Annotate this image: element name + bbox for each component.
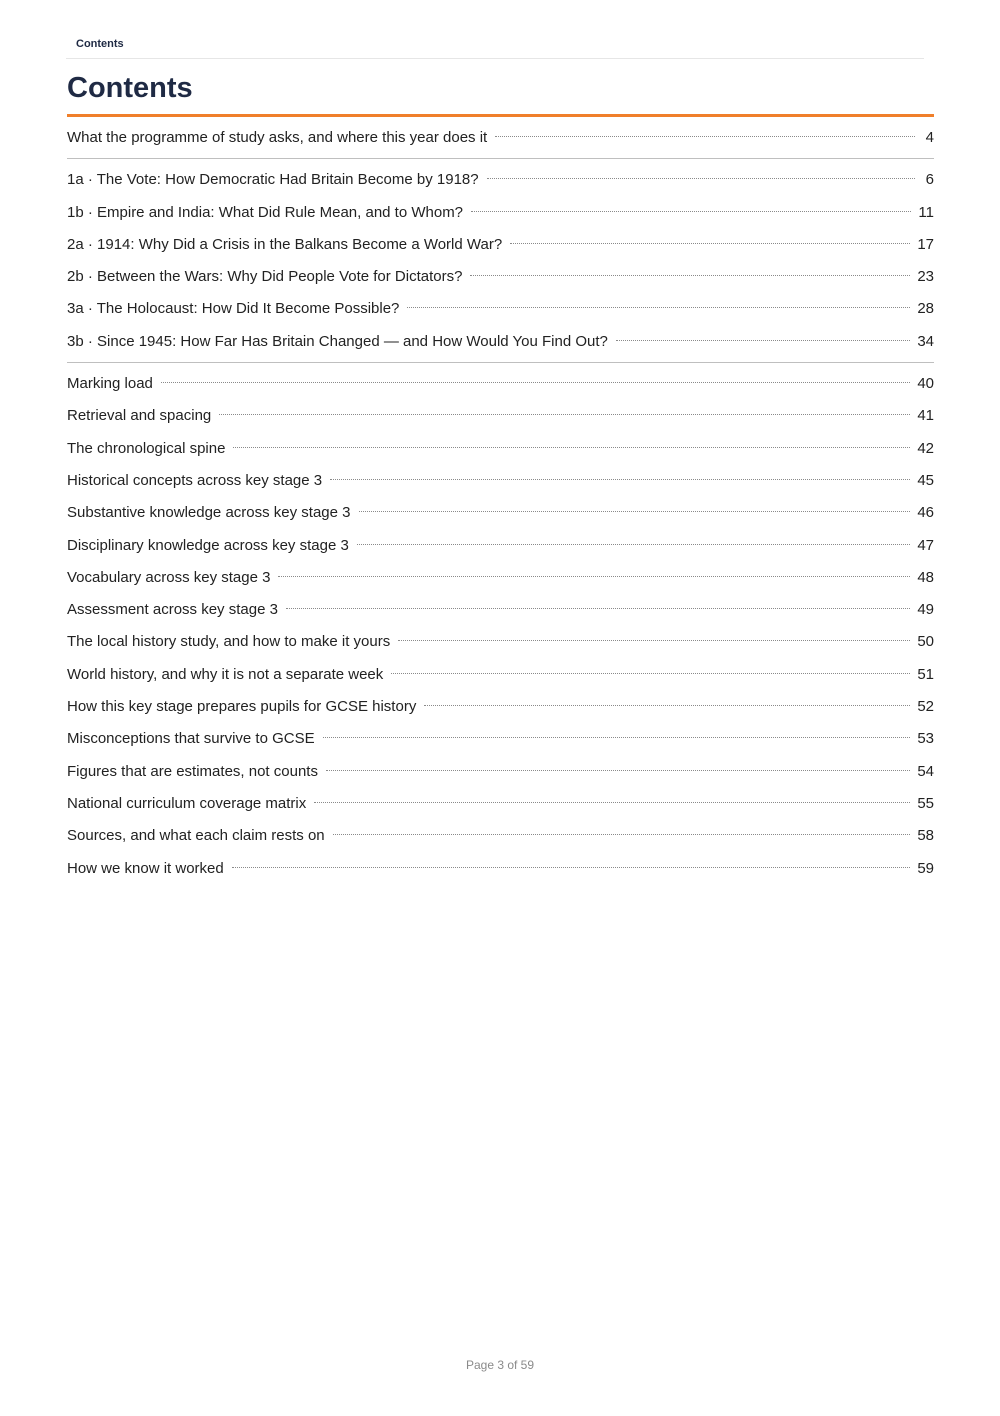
- toc-entry-page-number: 53: [917, 730, 934, 748]
- toc-entry-page-number: 59: [917, 859, 934, 877]
- dot-leader: [424, 705, 910, 706]
- toc-entry-page-number: 52: [917, 698, 934, 716]
- toc-entry[interactable]: [67, 853, 934, 885]
- toc-entry-page-number: 51: [917, 665, 934, 683]
- toc-entry[interactable]: [67, 626, 934, 658]
- toc-entry-page-number: 23: [917, 268, 934, 286]
- toc-entry-title: 3b · Since 1945: How Far Has Britain Changed — and How Would You Find Out?: [67, 332, 608, 350]
- dot-leader: [391, 673, 910, 674]
- toc-entry-title: The local history study, and how to make it yours: [67, 633, 391, 651]
- dot-leader: [495, 136, 915, 137]
- toc-entry-page-number: 50: [917, 633, 934, 651]
- toc-entry[interactable]: [67, 164, 934, 196]
- toc-entry[interactable]: [67, 788, 934, 820]
- toc-entry[interactable]: [67, 326, 934, 358]
- toc-entry-page-number: 54: [917, 762, 934, 780]
- toc-entry-title: 1b · Empire and India: What Did Rule Mean, and to Whom?: [67, 203, 464, 221]
- toc-entry-title: 3a · The Holocaust: How Did It Become Possible?: [67, 300, 400, 318]
- dot-leader: [278, 576, 910, 577]
- toc-entry[interactable]: [67, 261, 934, 293]
- toc-entry-page-number: 28: [917, 300, 934, 318]
- toc-entry-title: Retrieval and spacing: [67, 407, 212, 425]
- toc-entry-title: Disciplinary knowledge across key stage 3: [67, 536, 349, 554]
- toc-entry-title: 2b · Between the Wars: Why Did People Vote for Dictators?: [67, 268, 463, 286]
- toc-entry[interactable]: [67, 562, 934, 594]
- toc-entry-page-number: 17: [917, 235, 934, 253]
- toc-entry-title: Assessment across key stage 3: [67, 601, 278, 619]
- toc-entry[interactable]: [67, 433, 934, 465]
- dot-leader: [323, 737, 911, 738]
- dot-leader: [232, 867, 911, 868]
- dot-leader: [161, 382, 910, 383]
- toc-entry-title: How we know it worked: [67, 859, 224, 877]
- toc-entry-page-number: 49: [917, 601, 934, 619]
- toc-entry-page-number: 40: [917, 375, 934, 393]
- toc-group: [67, 159, 934, 363]
- running-head: Contents: [76, 38, 124, 50]
- toc-group: [67, 363, 934, 889]
- dot-leader: [330, 479, 910, 480]
- dot-leader: [357, 544, 911, 545]
- toc-entry[interactable]: [67, 594, 934, 626]
- toc-entry-page-number: 11: [918, 203, 934, 221]
- dot-leader: [510, 243, 910, 244]
- dot-leader: [314, 802, 910, 803]
- dot-leader: [471, 211, 911, 212]
- toc-entry[interactable]: [67, 229, 934, 261]
- dot-leader: [286, 608, 910, 609]
- toc-entry-title: What the programme of study asks, and where this year does it: [67, 129, 488, 146]
- toc-entry[interactable]: [67, 756, 934, 788]
- dot-leader: [470, 275, 910, 276]
- toc-entry-title: The chronological spine: [67, 439, 226, 457]
- dot-leader: [233, 447, 910, 448]
- page-title: Contents: [67, 72, 193, 104]
- toc-entry-title: Vocabulary across key stage 3: [67, 568, 271, 586]
- toc-entry[interactable]: [67, 368, 934, 400]
- toc-group: [67, 117, 934, 159]
- header-divider: [66, 58, 924, 59]
- toc-entry[interactable]: [67, 465, 934, 497]
- dot-leader: [487, 178, 915, 179]
- page-footer: Page 3 of 59: [465, 1358, 535, 1372]
- toc-entry-title: Historical concepts across key stage 3: [67, 471, 323, 489]
- toc-entry-title: How this key stage prepares pupils for GCSE history: [67, 698, 417, 716]
- toc-entry[interactable]: [67, 659, 934, 691]
- dot-leader: [398, 640, 910, 641]
- toc-entry[interactable]: [67, 197, 934, 229]
- toc-entry[interactable]: [67, 723, 934, 755]
- dot-leader: [616, 340, 910, 341]
- toc-entry-title: 2a · 1914: Why Did a Crisis in the Balkans Become a World War?: [67, 235, 503, 253]
- toc-entry-title: 1a · The Vote: How Democratic Had Britain Become by 1918?: [67, 171, 479, 189]
- toc-entry-title: Sources, and what each claim rests on: [67, 827, 325, 845]
- toc-entry[interactable]: [67, 691, 934, 723]
- toc-entry[interactable]: [67, 122, 934, 154]
- toc-entry[interactable]: [67, 497, 934, 529]
- toc-entry-page-number: 48: [917, 568, 934, 586]
- dot-leader: [326, 770, 910, 771]
- dot-leader: [219, 414, 910, 415]
- toc-entry[interactable]: [67, 530, 934, 562]
- toc-entry[interactable]: [67, 293, 934, 325]
- toc-entry-page-number: 55: [917, 794, 934, 812]
- toc-entry-page-number: 46: [917, 504, 934, 522]
- toc-entry-title: Misconceptions that survive to GCSE: [67, 730, 315, 748]
- table-of-contents: [67, 117, 934, 889]
- toc-entry-page-number: 58: [917, 827, 934, 845]
- toc-entry[interactable]: [67, 400, 934, 432]
- toc-entry-title: World history, and why it is not a separate week: [67, 665, 384, 683]
- toc-entry-page-number: 42: [917, 439, 934, 457]
- toc-entry-page-number: 6: [925, 171, 934, 189]
- toc-entry-title: Marking load: [67, 375, 153, 393]
- dot-leader: [407, 307, 910, 308]
- toc-entry-page-number: 45: [917, 471, 934, 489]
- toc-entry-page-number: 47: [917, 536, 934, 554]
- toc-entry-title: Substantive knowledge across key stage 3: [67, 504, 351, 522]
- dot-leader: [359, 511, 911, 512]
- toc-entry-title: Figures that are estimates, not counts: [67, 762, 318, 780]
- toc-entry-page-number: 41: [917, 407, 934, 425]
- toc-entry-page-number: 4: [925, 129, 934, 146]
- toc-entry-page-number: 34: [917, 332, 934, 350]
- dot-leader: [333, 834, 911, 835]
- toc-entry[interactable]: [67, 820, 934, 852]
- toc-entry-title: National curriculum coverage matrix: [67, 794, 307, 812]
